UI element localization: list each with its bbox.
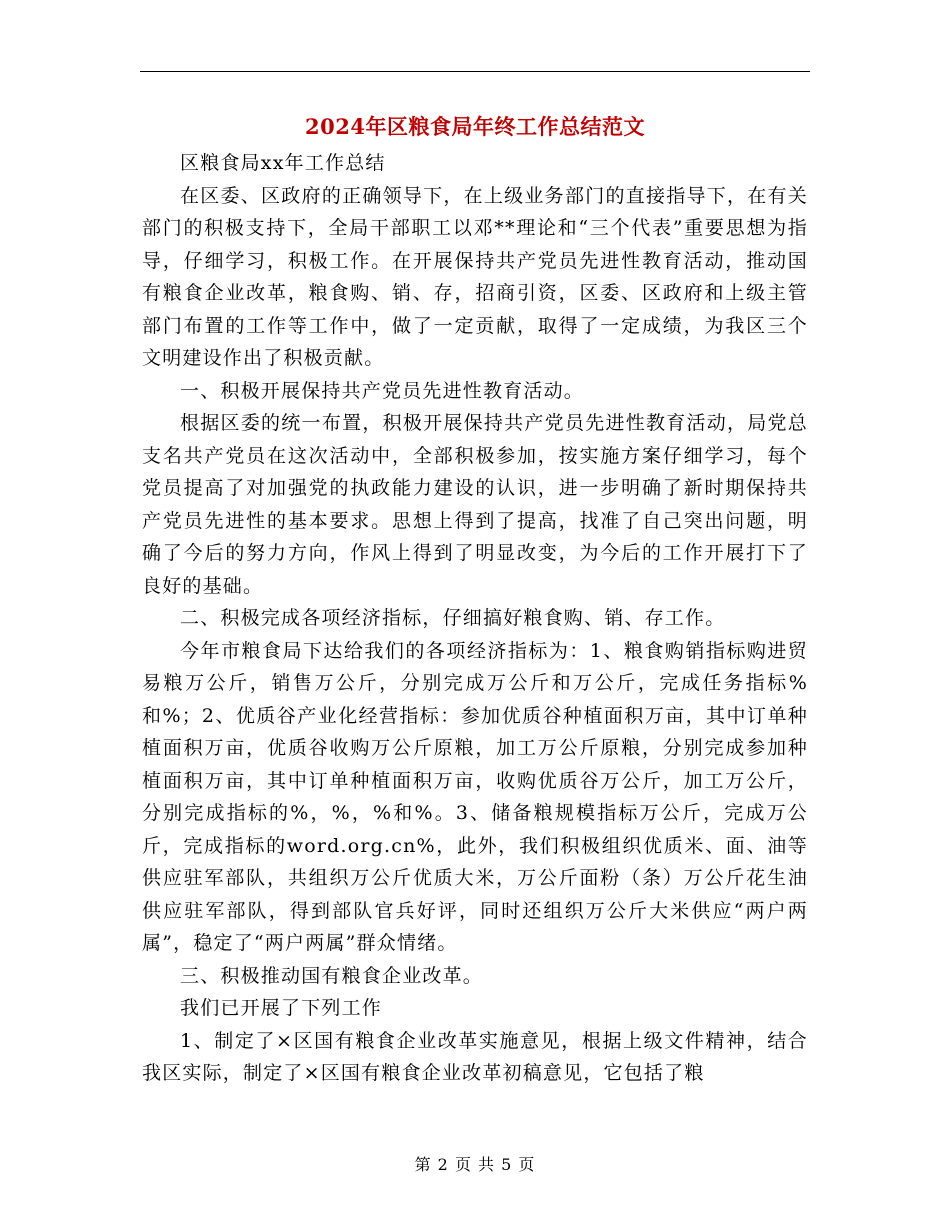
section-heading-3: 三、积极推动国有粮食企业改革。 xyxy=(180,964,484,987)
paragraph-section-3-intro: 我们已开展了下列工作 xyxy=(180,997,383,1019)
paragraph-section-2: 今年市粮食局下达给我们的各项经济指标为：1、粮食购销指标购进贸易粮万公斤，销售万公斤，分别完成万公斤和万公斤，完成任务指标%和%；2、优质谷产业化经营指标：参加优质谷种植面积万亩，其中订单种植面积万亩，优质谷收购万公斤原粮，加工万公斤原粮，分别完成参加种植面积万亩，其中订单种植面积万亩，收购优质谷万公斤，加工万公斤，分别完成指标的%，%，%和%。3、储备粮规模指标万公斤，完成万公斤，完成指标的word.org.cn%，此外，我们积极组织优质米、面、油等供应驻军部队，共组织万公斤优质大米，万公斤面粉（条）万公斤花生油供应驻军部队，得到部队官兵好评，同时还组织万公斤大米供应“两户两属”，稳定了“两户两属”群众情绪。 xyxy=(142,639,808,954)
page-number: 第 2 页 共 5 页 xyxy=(414,1155,536,1174)
paragraph-subtitle: 区粮食局xx年工作总结 xyxy=(180,152,386,174)
paragraph-section-1: 根据区委的统一布置，积极开展保持共产党员先进性教育活动，局党总支名共产党员在这次活动中，全部积极参加，按实施方案仔细学习，每个党员提高了对加强党的执政能力建设的认识，进一步明确了新时期保持共产党员先进性的基本要求。思想上得到了提高，找准了自己突出问题，明确了今后的努力方向，作风上得到了明显改变，为今后的工作开展打下了良好的基础。 xyxy=(142,412,808,597)
section-heading-1: 一、积极开展保持共产党员先进性教育活动。 xyxy=(180,379,585,402)
page-footer xyxy=(0,1153,950,1177)
header-rule xyxy=(140,71,810,72)
section-heading-2: 二、积极完成各项经济指标，仔细搞好粮食购、销、存工作。 xyxy=(180,607,726,629)
paragraph-section-3-item-1: 1、制定了×区国有粮食企业改革实施意见，根据上级文件精神，结合我区实际，制定了×区国有粮食企业改革初稿意见，它包括了粮 xyxy=(142,1029,808,1084)
document-body xyxy=(142,147,808,1090)
document-title: 2024年区粮食局年终工作总结范文 xyxy=(305,114,645,139)
paragraph-intro: 在区委、区政府的正确领导下，在上级业务部门的直接指导下，在有关部门的积极支持下，全局干部职工以邓**理论和“三个代表”重要思想为指导，仔细学习，积极工作。在开展保持共产党员先进性教育活动，推动国有粮食企业改革，粮食购、销、存，招商引资，区委、区政府和上级主管部门布置的工作等工作中，做了一定贡献，取得了一定成绩，为我区三个文明建设作出了积极贡献。 xyxy=(142,184,808,369)
